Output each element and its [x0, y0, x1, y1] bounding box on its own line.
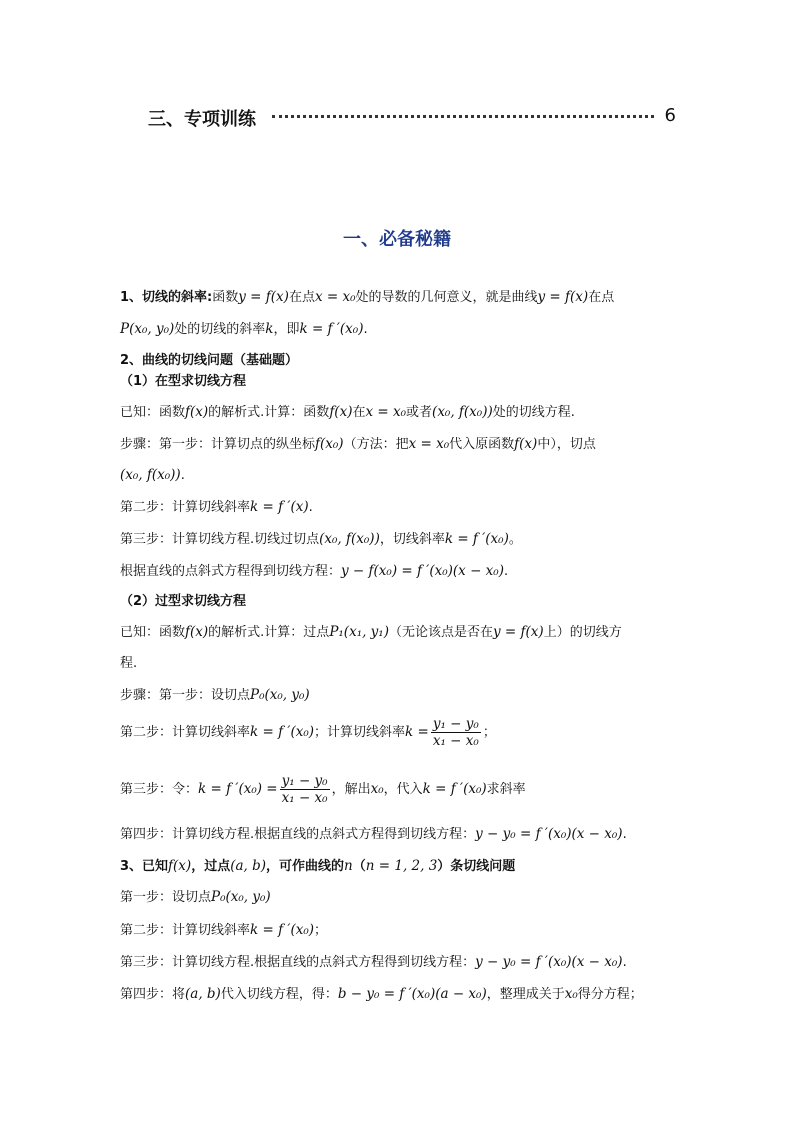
text-line-13 [120, 655, 137, 673]
fraction [431, 716, 481, 749]
text: 上）的切线方 [543, 625, 622, 640]
text: 第二步：计算切线斜率 [120, 500, 251, 515]
text-line-7 [120, 466, 185, 485]
text-line-10 [120, 562, 508, 581]
text: ，即 [273, 322, 300, 337]
text: 处的切线方程. [492, 405, 575, 420]
text: 第二步：计算切线斜率 [120, 725, 251, 740]
text: 第三步：计算切线方程.切线过切点 [120, 532, 320, 547]
text: ，切线斜率 [379, 532, 445, 547]
math: b − y₀ = f ′(x₀)(a − x₀) [337, 986, 487, 1002]
text-line-2 [120, 320, 368, 339]
math: (x₀, f(x₀)) [120, 467, 181, 483]
text: 在 [352, 405, 366, 420]
toc-entry[interactable] [148, 105, 676, 131]
math: f(x) [329, 404, 353, 420]
math: f(x) [168, 858, 192, 874]
math: n [344, 858, 353, 874]
text-line-8 [120, 498, 313, 517]
text: 在点 [588, 290, 615, 305]
text: ；计算切线斜率 [314, 725, 406, 740]
math: y − y₀ = f ′(x₀)(x − x₀) [475, 826, 623, 842]
math: (a, b) [185, 986, 221, 1002]
text: 2、曲线的切线问题（基础题） [120, 353, 299, 368]
numerator: y₁ − y₀ [281, 773, 328, 789]
text: . [363, 322, 368, 337]
text: 第四步：计算切线方程.根据直线的点斜式方程得到切线方程： [120, 827, 476, 842]
section-title: 一、必备秘籍 [343, 229, 451, 250]
text: 第三步：令： [120, 782, 199, 797]
text-line-20 [120, 921, 327, 940]
math: f(x) [185, 404, 209, 420]
subheading-at-point [120, 373, 246, 391]
math: f(x) [514, 436, 538, 452]
text: （无论该点是否在 [389, 625, 494, 640]
math: (x₀, f(x₀)) [432, 404, 493, 420]
text: 的解析式.计算：函数 [208, 405, 330, 420]
math: k = f ′(x₀) = [198, 781, 278, 797]
math: k = f ′(x) [250, 499, 309, 515]
text: 代入原函数 [449, 437, 515, 452]
subheading-through-point [120, 593, 246, 611]
math: k = f ′(x₀) [422, 781, 487, 797]
text: 已知：函数 [120, 405, 186, 420]
math: k [265, 321, 274, 337]
math: x₀ [370, 781, 384, 797]
text: 在点 [288, 290, 315, 305]
math: k = f ′(x₀) [250, 922, 315, 938]
text: ； [482, 725, 496, 740]
text: （2）过型求切线方程 [120, 594, 247, 609]
text: . [180, 468, 185, 483]
text-line-1 [120, 288, 614, 307]
text: ，代入 [383, 782, 423, 797]
math: k = f ′(x₀) [444, 531, 509, 547]
heading-n-tangents [120, 857, 515, 876]
text: 或者 [406, 405, 433, 420]
math: n = 1, 2, 3 [365, 858, 438, 874]
text-line-5 [120, 403, 575, 422]
text: 已知：函数 [120, 625, 186, 640]
math: (x₀, f(x₀)) [319, 531, 380, 547]
text: 。 [508, 532, 522, 547]
text: 步骤：第一步：计算切点的纵坐标 [120, 437, 316, 452]
text: 第一步：设切点 [120, 890, 212, 905]
text: （1）在型求切线方程 [120, 374, 247, 389]
math: P₁(x₁, y₁) [329, 624, 389, 640]
text: 步骤：第一步：设切点 [120, 688, 251, 703]
text: . [622, 827, 627, 842]
math: f(x₀) [315, 436, 344, 452]
text-line-19 [120, 888, 271, 907]
math: y − y₀ = f ′(x₀)(x − x₀) [475, 954, 623, 970]
heading-tangent-problem [120, 352, 298, 370]
text: 处的切线的斜率 [174, 322, 266, 337]
math: x = x₀ [365, 404, 407, 420]
text: . [622, 955, 627, 970]
text: ； [314, 923, 328, 938]
math: y = f(x) [493, 624, 544, 640]
text-line-15 [120, 716, 496, 749]
math: x = x₀ [408, 436, 450, 452]
math: k = f ′(x₀) [299, 321, 364, 337]
math: y = f(x) [537, 289, 589, 305]
text-line-22 [120, 985, 643, 1004]
text: 第四步：将 [120, 987, 186, 1002]
text: ，过点 [191, 859, 231, 874]
math: k = [405, 724, 429, 740]
text: 第二步：计算切线斜率 [120, 923, 251, 938]
math: (a, b) [230, 858, 267, 874]
text: 代入切线方程，得： [220, 987, 338, 1002]
text: ，可作曲线的 [266, 859, 345, 874]
text: 第三步：计算切线方程.根据直线的点斜式方程得到切线方程： [120, 955, 476, 970]
text: ，整理成关于 [486, 987, 565, 1002]
math: y = f(x) [238, 289, 289, 305]
toc-label: 三、专项训练 [148, 109, 256, 130]
math: k = f ′(x₀) [250, 724, 315, 740]
text: 3、已知 [120, 859, 169, 874]
text-line-12 [120, 623, 622, 642]
math: P₀(x₀, y₀) [250, 687, 310, 703]
toc-page-number: 6 [664, 105, 676, 126]
toc-leader-dots [272, 115, 654, 118]
text-line-9 [120, 530, 522, 549]
numerator: y₁ − y₀ [432, 716, 479, 732]
text: 函数 [212, 290, 239, 305]
denominator: x₁ − x₀ [281, 790, 328, 806]
math: x = x₀ [314, 289, 356, 305]
text: ，解出 [331, 782, 371, 797]
text: 求斜率 [486, 782, 526, 797]
denominator: x₁ − x₀ [432, 733, 479, 749]
heading-slope: 1、切线的斜率: [120, 290, 213, 305]
text-line-14 [120, 686, 310, 705]
math: f(x) [185, 624, 209, 640]
text: （方法：把 [343, 437, 409, 452]
math: y − f(x₀) = f ′(x₀)(x − x₀) [341, 563, 504, 579]
math: P(x₀, y₀) [120, 321, 175, 337]
math: x₀ [564, 986, 578, 1002]
text-line-21 [120, 953, 627, 972]
text: 的解析式.计算：过点 [208, 625, 330, 640]
text: 处的导数的几何意义，就是曲线 [355, 290, 538, 305]
text: . [503, 564, 509, 579]
text: 根据直线的点斜式方程得到切线方程： [120, 564, 342, 579]
math: P₀(x₀, y₀) [211, 889, 271, 905]
text-line-6 [120, 435, 596, 454]
text-line-17 [120, 825, 627, 844]
text: 程. [120, 656, 138, 671]
text: 中），切点 [537, 437, 596, 452]
text: . [308, 500, 313, 515]
text: 得分方程； [577, 987, 643, 1002]
text-line-16 [120, 773, 526, 806]
text: （ [352, 859, 366, 874]
fraction [280, 773, 330, 806]
text: ）条切线问题 [437, 859, 516, 874]
